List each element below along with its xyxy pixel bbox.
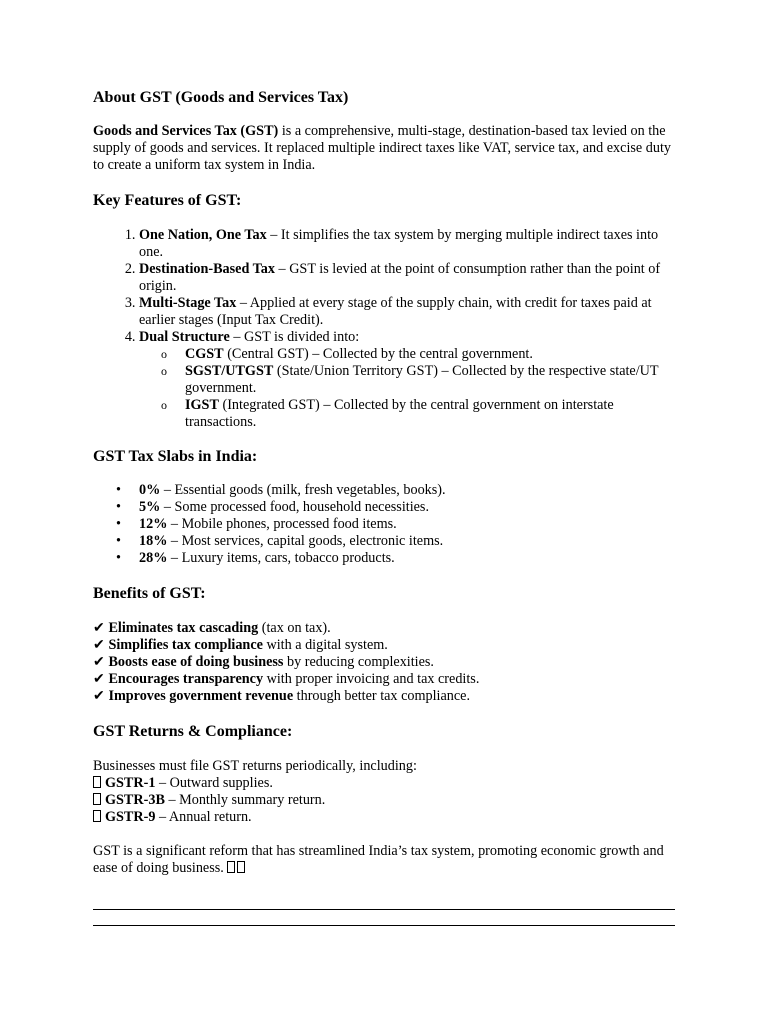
benefit-text: (tax on tax). — [258, 620, 331, 636]
feature-title: Multi-Stage Tax — [139, 295, 237, 311]
list-item — [116, 550, 675, 567]
list-item — [139, 227, 675, 261]
list-item — [93, 637, 675, 654]
list-item — [93, 654, 675, 671]
check-icon: ✔ — [93, 688, 105, 704]
sub-item-title: CGST — [185, 346, 224, 362]
missing-glyph-icon — [93, 810, 101, 822]
sub-item-title: SGST/UTGST — [185, 363, 274, 379]
horizontal-rule — [93, 925, 675, 926]
check-icon: ✔ — [93, 654, 105, 670]
slab-text: – Mobile phones, processed food items. — [167, 516, 397, 532]
dual-structure-sublist — [139, 346, 675, 431]
slab-text: – Luxury items, cars, tobacco products. — [167, 550, 395, 566]
missing-glyph-icon — [93, 793, 101, 805]
list-item — [139, 295, 675, 329]
list-item — [93, 775, 675, 792]
check-icon: ✔ — [93, 671, 105, 687]
document-title: About GST (Goods and Services Tax) — [93, 89, 349, 106]
benefit-title: Boosts ease of doing business — [108, 654, 284, 670]
return-text: – Annual return. — [155, 809, 252, 825]
check-icon: ✔ — [93, 637, 105, 653]
bullet-icon: • — [116, 499, 121, 515]
sub-list-item — [161, 346, 675, 363]
bullet-icon: • — [116, 482, 121, 498]
returns-block — [93, 758, 675, 826]
list-item — [93, 792, 675, 809]
intro-text: is a comprehensive, multi-stage, destination-based tax levied on the supply of goods and services. It replaced multiple indirect taxes like VAT, service tax, and excise duty to create a uniform tax system in India. — [93, 123, 671, 173]
return-form: GSTR-3B — [105, 792, 165, 808]
feature-text: – Applied at every stage of the supply chain, with credit for taxes paid at earlier stages (Input Tax Credit). — [139, 295, 652, 328]
sub-list-item — [161, 363, 675, 397]
slab-text: – Most services, capital goods, electronic items. — [167, 533, 444, 549]
list-item — [116, 516, 675, 533]
tax-slabs-list — [93, 482, 675, 567]
slab-text: – Some processed food, household necessities. — [160, 499, 430, 515]
list-item — [139, 329, 675, 431]
return-text: – Monthly summary return. — [164, 792, 326, 808]
list-item — [139, 261, 675, 295]
benefit-title: Eliminates tax cascading — [108, 620, 259, 636]
tax-slabs-heading: GST Tax Slabs in India: — [93, 448, 258, 465]
horizontal-rule — [93, 909, 675, 910]
slab-rate: 18% — [139, 533, 168, 549]
closing-text: GST is a significant reform that has streamlined India’s tax system, promoting economic growth and ease of doing business. — [93, 843, 664, 876]
list-item — [116, 482, 675, 499]
list-item — [93, 671, 675, 688]
sub-list-item — [161, 397, 675, 431]
feature-text: – GST is divided into: — [229, 329, 360, 345]
list-item — [93, 688, 675, 705]
benefit-title: Improves government revenue — [108, 688, 294, 704]
closing-paragraph — [93, 843, 675, 877]
returns-lead: Businesses must file GST returns periodically, including: — [93, 758, 417, 774]
benefit-title: Simplifies tax compliance — [108, 637, 263, 653]
intro-paragraph — [93, 123, 675, 174]
list-item — [93, 620, 675, 637]
list-item — [116, 499, 675, 516]
circle-bullet-icon: o — [161, 364, 167, 378]
key-features-list — [93, 227, 675, 431]
intro-bold-term: Goods and Services Tax (GST) — [93, 123, 279, 139]
sub-item-title: IGST — [185, 397, 219, 413]
sub-item-text: (Integrated GST) – Collected by the central government on interstate transactions. — [185, 397, 614, 430]
benefit-text: by reducing complexities. — [283, 654, 434, 670]
return-text: – Outward supplies. — [155, 775, 273, 791]
bullet-icon: • — [116, 516, 121, 532]
missing-glyph-icon — [93, 776, 101, 788]
benefit-text: with proper invoicing and tax credits. — [263, 671, 480, 687]
feature-title: Destination-Based Tax — [139, 261, 275, 277]
slab-rate: 5% — [139, 499, 161, 515]
list-item — [93, 809, 675, 826]
slab-rate: 28% — [139, 550, 168, 566]
benefit-text: through better tax compliance. — [293, 688, 471, 704]
feature-title: One Nation, One Tax — [139, 227, 267, 243]
feature-title: Dual Structure — [139, 329, 230, 345]
benefit-title: Encourages transparency — [108, 671, 264, 687]
slab-text: – Essential goods (milk, fresh vegetables, books). — [160, 482, 446, 498]
circle-bullet-icon: o — [161, 347, 167, 361]
benefit-text: with a digital system. — [262, 637, 388, 653]
slab-rate: 12% — [139, 516, 168, 532]
bullet-icon: • — [116, 550, 121, 566]
key-features-heading: Key Features of GST: — [93, 192, 242, 209]
feature-text: – It simplifies the tax system by merging multiple indirect taxes into one. — [139, 227, 659, 260]
missing-glyph-icon — [237, 861, 245, 873]
sub-item-text: (State/Union Territory GST) – Collected by the respective state/UT government. — [185, 363, 659, 396]
return-form: GSTR-1 — [105, 775, 156, 791]
bullet-icon: • — [116, 533, 121, 549]
list-item — [116, 533, 675, 550]
feature-text: – GST is levied at the point of consumption rather than the point of origin. — [139, 261, 661, 294]
check-icon: ✔ — [93, 620, 105, 636]
benefits-heading: Benefits of GST: — [93, 585, 206, 602]
sub-item-text: (Central GST) – Collected by the central government. — [223, 346, 533, 362]
missing-glyph-icon — [227, 861, 235, 873]
circle-bullet-icon: o — [161, 398, 167, 412]
returns-heading: GST Returns & Compliance: — [93, 723, 293, 740]
slab-rate: 0% — [139, 482, 161, 498]
return-form: GSTR-9 — [105, 809, 156, 825]
benefits-list — [93, 620, 675, 705]
